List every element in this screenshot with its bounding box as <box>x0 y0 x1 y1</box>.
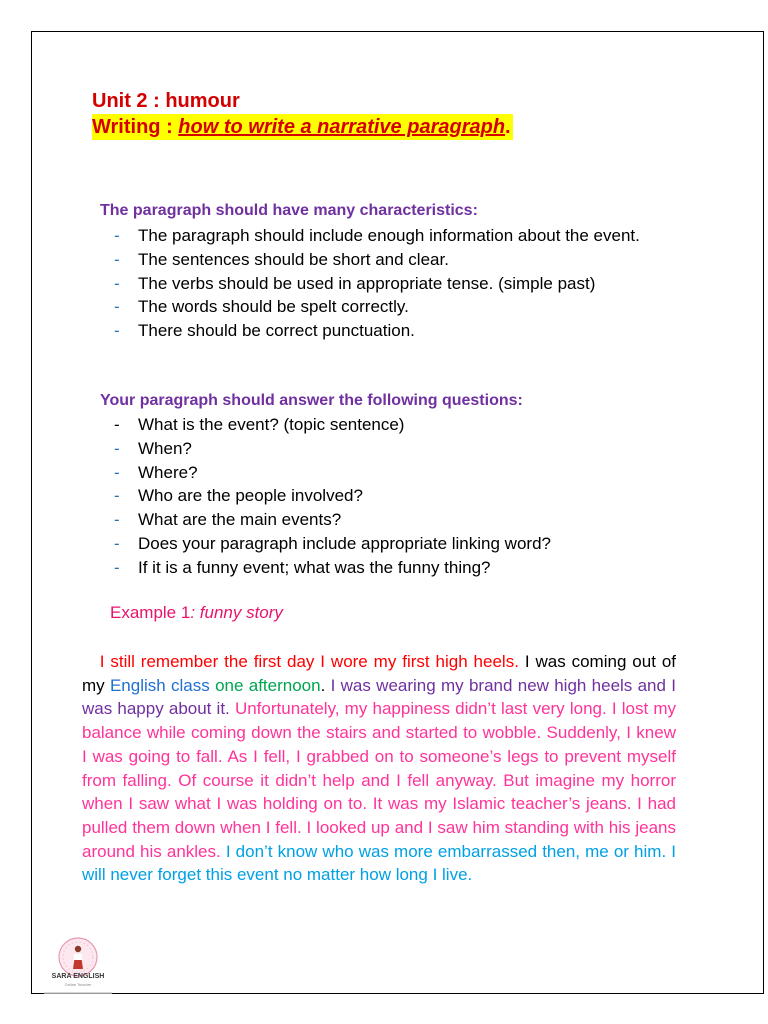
list-item: - When? <box>114 438 192 458</box>
example-heading <box>110 603 283 623</box>
list-item: - The paragraph should include enough information about the event. <box>114 226 640 245</box>
story-conclusion: I don’t know who was more embarrassed then, me or him. I will never forget this event no matter how long I live. <box>82 841 676 885</box>
sara-english-logo <box>34 935 122 995</box>
writing-topic: how to write a narrative paragraph <box>178 116 506 138</box>
story-where: English class <box>109 675 210 695</box>
story-when: one afternoon <box>215 675 321 695</box>
unit-title: Unit 2 : humour <box>92 90 240 112</box>
list-item: - Where? <box>114 462 198 482</box>
list-item: - The words should be spelt correctly. <box>114 297 409 317</box>
list-item: - Does your paragraph include appropriate linking word? <box>114 533 551 553</box>
list-item: - The sentences should be short and clear. <box>114 249 449 269</box>
questions-heading: Your paragraph should answer the following questions: <box>100 392 523 409</box>
list-item: - The verbs should be used in appropriate tense. (simple past) <box>114 273 596 293</box>
title-block <box>92 88 513 140</box>
example-label: Example 1 <box>110 603 191 622</box>
characteristics-list <box>114 224 674 343</box>
list-item: - If it is a funny event; what was the funny thing? <box>114 557 491 577</box>
logo-name: SARA ENGLISH <box>51 973 105 980</box>
list-item: - What are the main events? <box>114 510 342 530</box>
story-part: I was coming out of my <box>82 652 677 695</box>
list-item: - There should be correct punctuation. <box>114 321 415 341</box>
example-subtitle: : funny story <box>190 603 283 622</box>
story-paragraph: I still remember the first day I wore my first high heels. I was coming out of my English class one afternoon. I was wearing my brand new high heels and I was happy about it. Unfortunately, my happiness didn’t last very long. I lost my balance while coming down the stairs and started to wobble. Suddenly, I knew I was going to fall. As I fell, I grabbed on to someone’s legs to prevent myself from falling. Of course it didn’t help and I fell anyway. But imagine my horror when I saw what I was holding on to. It was my Islamic teacher’s jeans. I had pulled them down when I fell. I looked up and I saw him standing with his jeans around his ankles. I don’t know who was more embarrassed then, me or him. I will never forget this event no matter how long I live. <box>82 652 677 885</box>
story-who: I was wearing my brand new high heels and I was happy about it. <box>82 675 676 719</box>
writing-suffix: . <box>505 116 511 138</box>
story-events: Unfortunately, my happiness didn’t last very long. I lost my balance while coming down the stairs and started to wobble. Suddenly, I knew I was going to fall. As I fell, I grabbed on to someone’s legs to prevent myself from falling. Of course it didn’t help and I fell anyway. But imagine my horror when I saw what I was holding on to. It was my Islamic teacher’s jeans. I had pulled them down when I fell. I looked up and I saw him standing with his jeans around his ankles. <box>82 699 677 861</box>
logo-tagline: Online Teacher <box>64 982 92 987</box>
questions-list <box>114 413 674 580</box>
writing-title <box>92 114 513 140</box>
story-topic: I still remember the first day I wore my first high heels. <box>99 652 519 671</box>
list-item: - Who are the people involved? <box>114 486 363 506</box>
writing-prefix: Writing : <box>92 116 179 138</box>
characteristics-heading: The paragraph should have many characteristics: <box>100 202 478 219</box>
list-item: - What is the event? (topic sentence) <box>114 415 405 434</box>
